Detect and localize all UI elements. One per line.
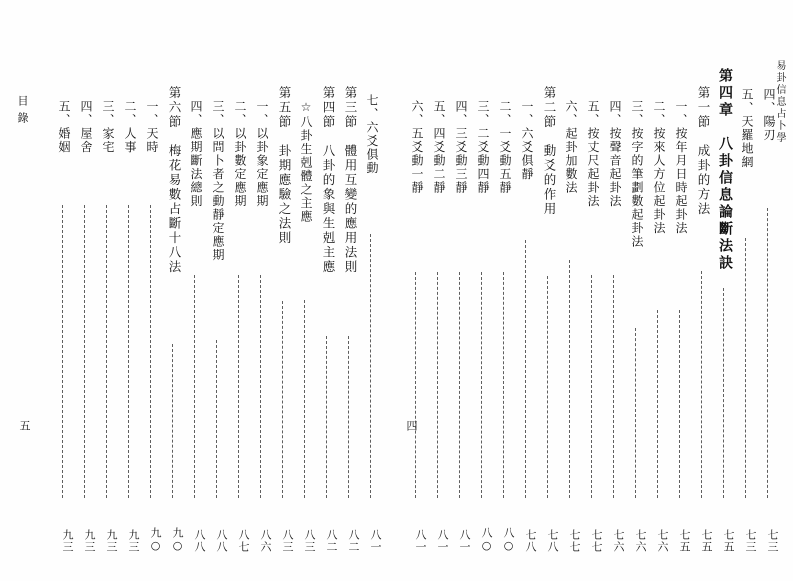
toc-entry[interactable] — [581, 28, 603, 553]
toc-entry[interactable] — [713, 28, 735, 553]
toc-entry[interactable] — [360, 28, 382, 553]
toc-entry-title: 第五節 卦期應驗之法則 — [277, 86, 292, 246]
toc-leader-line — [128, 205, 129, 498]
toc-entry[interactable] — [52, 28, 74, 553]
toc-entry[interactable] — [493, 28, 515, 553]
toc-entry-title: 二、以卦數定應期 — [233, 100, 247, 208]
toc-entry-title: 五、四爻動二靜 — [432, 100, 446, 195]
toc-page-number: 八○ — [502, 527, 515, 553]
toc-entry-title: 一、天時 — [145, 100, 159, 154]
toc-page-number: 九三 — [105, 529, 118, 553]
toc-columns-left — [40, 28, 382, 553]
toc-page-number: 七八 — [524, 529, 537, 553]
toc-leader-line — [635, 328, 636, 498]
toc-label: 目錄 — [16, 95, 29, 129]
toc-entry[interactable] — [405, 28, 427, 553]
toc-leader-line — [348, 336, 349, 498]
toc-entry-title: 五、天羅地網 — [740, 88, 754, 169]
toc-leader-line — [723, 288, 724, 498]
toc-page-number: 八二 — [325, 529, 338, 553]
toc-entry[interactable] — [162, 28, 184, 553]
toc-entry-title: 三、以問卜者之動靜定應期 — [211, 100, 225, 262]
toc-entry[interactable] — [140, 28, 162, 553]
toc-leader-line — [106, 205, 107, 498]
toc-entry-title: 五、按丈尺起卦法 — [586, 100, 600, 208]
toc-page-number: 九三 — [127, 529, 140, 553]
toc-entry[interactable] — [471, 28, 493, 553]
toc-entry[interactable] — [316, 28, 338, 553]
folio-number-right: 四 — [405, 420, 418, 433]
toc-entry[interactable] — [118, 28, 140, 553]
toc-entry-title: 第四章 八卦信息論斷法訣 — [717, 68, 733, 272]
toc-entry[interactable] — [228, 28, 250, 553]
toc-leader-line — [459, 272, 460, 498]
toc-page-number: 八三 — [303, 529, 316, 553]
toc-entry-title: 第二節 動爻的作用 — [542, 86, 557, 217]
toc-entry[interactable] — [691, 28, 713, 553]
toc-page-number: 八二 — [347, 529, 360, 553]
toc-entry[interactable] — [294, 28, 316, 553]
toc-entry[interactable] — [515, 28, 537, 553]
toc-page-number: 七五 — [700, 529, 713, 553]
toc-page-number: 七六 — [656, 529, 669, 553]
toc-entry[interactable] — [647, 28, 669, 553]
toc-entry-title: 一、以卦象定應期 — [255, 100, 269, 208]
toc-leader-line — [701, 271, 702, 498]
toc-leader-line — [745, 238, 746, 498]
toc-page-number: 七七 — [590, 529, 603, 553]
toc-leader-line — [370, 234, 371, 498]
toc-leader-line — [216, 340, 217, 498]
toc-entry-title: 三、家宅 — [101, 100, 115, 154]
toc-page-number: 九三 — [61, 529, 74, 553]
toc-leader-line — [767, 208, 768, 498]
toc-entry-title: 二、一爻動五靜 — [498, 100, 512, 195]
toc-leader-line — [547, 276, 548, 498]
toc-entry-title: 二、人事 — [123, 100, 137, 154]
toc-page-number: 七五 — [722, 529, 735, 553]
toc-entry-title: 三、按字的筆劃數起卦法 — [630, 100, 644, 249]
toc-entry[interactable] — [625, 28, 647, 553]
toc-entry-title: 四、陽刃 — [762, 88, 776, 142]
toc-page-number: 九三 — [83, 529, 96, 553]
toc-page-number: 七三 — [766, 529, 779, 553]
toc-leader-line — [304, 300, 305, 498]
toc-entry[interactable] — [184, 28, 206, 553]
toc-entry[interactable] — [206, 28, 228, 553]
toc-page-number: 八一 — [436, 529, 449, 553]
toc-entry[interactable] — [272, 28, 294, 553]
toc-entry[interactable] — [735, 28, 757, 553]
toc-entry-title: 四、屋舍 — [79, 100, 93, 154]
toc-leader-line — [62, 205, 63, 498]
toc-page-number: 八八 — [215, 529, 228, 553]
toc-page-number: 八一 — [458, 529, 471, 553]
toc-leader-line — [437, 272, 438, 498]
toc-leader-line — [326, 336, 327, 498]
toc-leader-line — [84, 205, 85, 498]
toc-page-number: 八一 — [369, 529, 382, 553]
toc-leader-line — [503, 272, 504, 498]
toc-page-number: 七六 — [612, 529, 625, 553]
toc-page-number: 七七 — [568, 529, 581, 553]
toc-entry[interactable] — [338, 28, 360, 553]
toc-leader-line — [282, 301, 283, 498]
toc-entry-title: 第一節 成卦的方法 — [696, 86, 711, 217]
toc-entry[interactable] — [669, 28, 691, 553]
toc-page-number: 七八 — [546, 529, 559, 553]
toc-entry-title: 一、六爻俱靜 — [520, 100, 534, 181]
toc-page-number: 七五 — [678, 529, 691, 553]
toc-page-number: 八一 — [414, 529, 427, 553]
toc-entry[interactable] — [603, 28, 625, 553]
toc-leader-line — [415, 272, 416, 498]
toc-entry[interactable] — [537, 28, 559, 553]
toc-entry[interactable] — [96, 28, 118, 553]
toc-leader-line — [525, 240, 526, 498]
folio-number-left: 五 — [18, 420, 31, 433]
toc-entry[interactable] — [757, 28, 779, 553]
toc-leader-line — [657, 310, 658, 498]
toc-entry-title: ☆八卦生剋體之主應 — [299, 100, 313, 224]
toc-entry[interactable] — [449, 28, 471, 553]
toc-leader-line — [150, 205, 151, 498]
toc-leader-line — [172, 344, 173, 498]
toc-leader-line — [591, 275, 592, 498]
toc-entry[interactable] — [427, 28, 449, 553]
toc-page-number: 八三 — [281, 529, 294, 553]
toc-columns-right — [411, 28, 779, 553]
toc-entry-title: 七、六爻俱動 — [365, 94, 379, 175]
toc-leader-line — [679, 310, 680, 498]
toc-entry-title: 六、起卦加數法 — [564, 100, 578, 195]
toc-entry-title: 二、按來人方位起卦法 — [652, 100, 666, 235]
toc-leader-line — [194, 275, 195, 498]
toc-entry[interactable] — [250, 28, 272, 553]
toc-leader-line — [481, 272, 482, 498]
toc-page-number: 九○ — [171, 527, 184, 553]
running-head: 易卦信息占卜學 — [774, 60, 785, 144]
toc-entry[interactable] — [559, 28, 581, 553]
toc-page-number: 八八 — [193, 529, 206, 553]
toc-leader-line — [613, 275, 614, 498]
toc-leader-line — [238, 275, 239, 498]
toc-page-number: 八六 — [259, 529, 272, 553]
toc-entry-title: 第三節 體用互變的應用法則 — [343, 86, 358, 275]
right-page — [397, 0, 793, 581]
toc-entry-title: 六、五爻動一靜 — [410, 100, 424, 195]
toc-page-number: 九○ — [149, 527, 162, 553]
toc-leader-line — [569, 260, 570, 498]
toc-entry-title: 五、婚姻 — [57, 100, 71, 154]
toc-entry-title: 第四節 八卦的象與生剋主應 — [321, 86, 336, 275]
toc-page-number: 八七 — [237, 529, 250, 553]
toc-page-number: 七三 — [744, 529, 757, 553]
toc-leader-line — [260, 275, 261, 498]
left-page — [0, 0, 396, 581]
toc-entry-title: 四、應期斷法總則 — [189, 100, 203, 208]
toc-entry-title: 第六節 梅花易數占斷十八法 — [167, 86, 182, 275]
toc-entry-title: 四、按聲音起卦法 — [608, 100, 622, 208]
toc-entry-title: 一、按年月日時起卦法 — [674, 100, 688, 235]
toc-entry[interactable] — [74, 28, 96, 553]
toc-entry-title: 三、二爻動四靜 — [476, 100, 490, 195]
toc-page-number: 八○ — [480, 527, 493, 553]
toc-page-number: 七六 — [634, 529, 647, 553]
toc-entry-title: 四、三爻動三靜 — [454, 100, 468, 195]
